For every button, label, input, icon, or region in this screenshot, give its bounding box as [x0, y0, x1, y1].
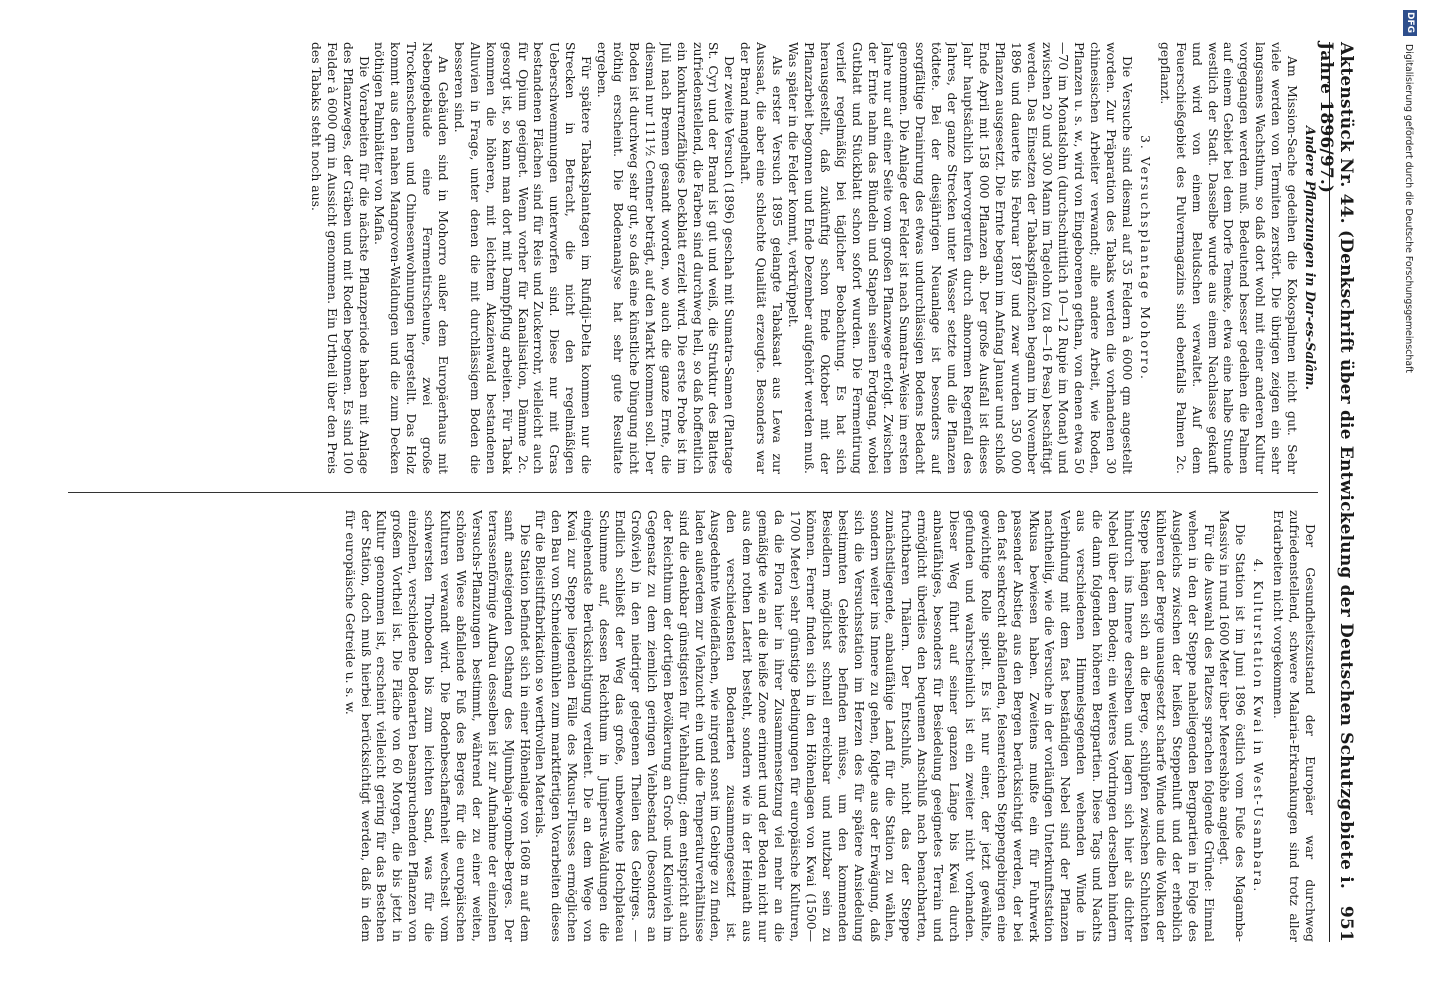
document-page — [42, 42, 1362, 942]
digitization-credit — [1402, 10, 1418, 1000]
paragraph: Für die Auswahl des Platzes sprachen folgende Gründe: Einmal wehen in den der Steppe naheliegenden Bergpartien in Folge des Ausgleichs zwischen der heißen Steppenluft und der erheblich kühleren der Berge unausgesetzt scharfe Winde und die Wolken der Steppe hängen sich an die Berge, schlüpfen zwischen Schluchten hindurch ins Innere derselben und lagern sich hier als dichter Nebel über dem Boden; ein weiteres Vordringen derselben hindern die dann folgenden höheren Bergpartien. Diese Tags und Nachts aus verschiedenen Himmelsgegenden wehenden Winde in Verbindung mit dem fast beständigen Nebel sind der Pflanzen nachtheilig, wie die Versuche in der vorläufigen Unterkunftsstation Mkusa bewiesen haben. Zweitens mußte ein für Fuhrwerk passender Abstieg aus den Bergen berücksichtigt werden, der bei den fast senkrecht abfallenden, felsenreichen Steppengebirgen eine gewichtige Rolle spielt. Es ist nur einer, der jetzt gewählte, gefunden und wahrscheinlich ist ein zweiter nicht vorhanden. Dieser Weg führt auf seiner ganzen Länge bis Kwai durch anbaufähiges, besonders für Besiedelung geeignetes Terrain und ermöglicht überdies den bequemen Anschluß nach benachbarten, fruchtbaren Thälern. Der Entschluß, nicht das der Steppe zunächstliegende, anbaufähige Land für die Station zu wählen, sondern weiter ins Innere zu gehen, folgte aus der Erwägung, daß sich die Versuchsstation im Herzen des für spätere Ansiedelung bestimmten Gebietes befinden müsse, um den kommenden Besiedlern möglichst schnell erreichbar und nutzbar sein zu können. Ferner finden sich in den Höhenlagen von Kwai (1500—1700 Meter) sehr günstige Bedingungen für europäische Kulturen, da die Flora hier in ihrer Zusammensetzung viel mehr an die gemäßigte wie an die heiße Zone erinnert und der Boden nicht nur aus dem rothen Laterit besteht, sondern wie in der Heimath aus den verschiedensten Bodenarten zusammengesetzt ist. Ausgedehnte Weideflächen, wie nirgend sonst im Gebirge zu finden, laden außerdem zur Viehzucht ein und die Temperaturverhältnisse sind die denkbar günstigsten für Viehhaltung; dem entspricht auch der Reichthum der dortigen Bevölkerung an Groß- und Kleinvieh im Gegensatz zu dem ziemlich geringen Viehbestand (besonders an Großvieh) in den niedriger gelegenen Theilen des Gebirges. — Endlich schließt der Weg das große, unbewohnte Hochplateau Schumme auf, dessen Reichthum in Juniperus-Waldungen die eingehendste Berücksichtigung verdient. Die an dem Wege von Kwai zur Steppe liegenden Fälle des Mkusu-Flusses ermöglichen den Bau von Schneidemühlen zum marktfertigen Vorarbeiten dieses für die Bleistiftfabrikation so werthvollen Materials. — [533, 510, 1217, 942]
paragraph: Die Station befindet sich in einer Höhenlage von 1608 m auf dem sanft ansteigenden Osthang des Mjumbaja-ngombe-Berges. Der terrassenförmige Aufbau desselben ist zur Aufnahme der einzelnen Versuchs-Pflanzungen bestimmt, während der zu einer weiten, schönen Wiese abfallende Fuß des Berges für die europäischen Kulturen verwandt wird. Die Bodenbeschaffenheit wechselt vom schwersten Thonboden bis zum leichten Sand, was für die einzelnen, verschiedene Bodenarten beanspruchenden Pflanzen von großem Vortheil ist. Die Fläche von 60 Morgen, die bis jetzt in Kultur genommen ist, erscheint vielleicht gering für das Bestehen der Station, doch muß hierbei berücksichtigt werden, daß in dem für europäische Getreide u. s. w. — [342, 510, 533, 942]
section-title: 4. Kulturstation Kwai in West-Usambara. — [1251, 558, 1267, 894]
left-column — [58, 42, 1318, 474]
paragraph: Die Station ist im Juni 1896 östlich vom Fuße des Magamba-Massivs in rund 1600 Meter über Meereshöhe angelegt. — [1217, 510, 1249, 942]
paragraph: Der zweite Versuch (1896) geschah mit Sumatra-Samen (Plantage St. Cyr) und der Brand ist gut und weiß, die Struktur des Blattes zufriedenstellend, die Farben sind durchweg hell, so daß hoffentlich ein konkurrenzfähiges Deckblatt erzielt wird. Die erste Probe ist im Juli nach Bremen gesandt worden, wo auch die ganze Ernte, die diesmal nur 111½ Centner beträgt, auf den Markt kommen soll. Der Boden ist durchweg sehr gut, so daß eine künstliche Düngung nicht nöthig erscheint. Die Bodenanalyse hat sehr gute Resultate ergeben. — [595, 42, 738, 474]
paragraph: Als erster Versuch 1895 gelangte Tabaksaat aus Lewa zur Aussaat, die aber eine schlechte Qualität erzeugte. Besonders war der Brand mangelhaft. — [738, 42, 786, 474]
header-rule — [1329, 42, 1330, 942]
paragraph: Für spätere Tabaksplantagen im Rufidji-Delta kommen nur die Strecken in Betracht, die nicht den regelmäßigen Ueberschwemmungen unterworfen sind. Diese nur mit Gras bestandenen Flächen sind für Reis und Zuckerrohr, vielleicht auch für Opium geeignet. Wenn vorher für Kanalisation, Dämme 2c. gesorgt ist, so kann man dort mit Dampfpflug arbeiten. Für Tabak kommen die höheren, mit leichtem Akazienwald bestandenen Alluvien in Frage, unter denen die mit durchlässigem Boden die besseren sind. — [451, 42, 595, 474]
column-divider — [68, 492, 1318, 493]
paragraph: Die Vorarbeiten für die nächste Pflanzperiode haben mit Anlage des Pflanzweges, der Gräben und mit Roden begonnen. Es sind 100 Felder à 6000 qm in Aussicht genommen. Ein Urtheil über den Preis des Tabaks steht noch aus. — [308, 42, 372, 474]
paragraph: An Gebäuden sind in Mohorro außer dem Europäerhaus mit Nebengebäude eine Fermentirscheune, zwei große Trockenscheunen und Chinesenwohnungen hergestellt. Das Holz kommt aus den nahen Mangroven-Waldungen und die zum Decken nöthigen Palmblätter von Mafia. — [372, 42, 452, 474]
section-title: 3. Versuchsplantage Mohorro. — [1137, 135, 1153, 381]
dfg-logo: DFG — [1403, 10, 1417, 36]
running-title: Aktenstück Nr. 44. (Denkschrift über die Entwickelung der Deutschen Schutzgebiete i. Jahre 1896/97.) — [1316, 42, 1356, 890]
paragraph: Die Versuche sind diesmal auf 35 Feldern à 6000 qm angestellt worden. Zur Präparation des Tabaks werden die vorhandenen 30 chinesischen Arbeiter verwandt; alle andere Arbeit, wie Roden, Pflanzen u. s. w., wird von Eingeborenen gethan, von denen etwa 50—70 im Monatslohn (durchschnittlich 10—12 Rupie im Monat) und zwischen 20 und 300 Mann im Tagelohn (zu 8—16 Pesa) beschäftigt werden. Das Einsetzen der Tabakspflänzchen begann im November 1896 und dauerte bis Februar 1897 und zwar wurden 350 000 Pflanzen ausgesetzt. Die Ernte begann im Anfang Januar und schloß Ende April mit 158 000 Pflanzen ab. Der große Ausfall ist dieses Jahr hauptsächlich hervorgerufen durch abnormen Regenfall des Jahres, der ganze Strecken unter Wasser setzte und die Pflanzen tödtete. Bei der diesjährigen Neuanlage ist besonders auf sorgfältige Drainirung des etwas undurchlässigen Bodens Bedacht genommen. Die Anlage der Felder ist nach Sumatra-Weise im ersten Jahre nur auf einer Seite vom großen Pflanzwege erfolgt. Zwischen der Ernte nahm das Bündeln und Stapeln seinen Fortgang, wobei Gutblatt und Stückblatt schon sofort wurden. Die Fermentirung verlief regelmäßig bei täglicher Beobachtung. Es hat sich herausgestellt, daß zukünftig schon Ende Oktober mit der Pflanzarbeit begonnen und Ende Dezember aufgehört werden muß. Was später in die Felder kommt, verkrüppelt. — [786, 42, 1136, 474]
right-column — [58, 510, 1318, 942]
page-header — [1316, 42, 1362, 942]
paragraph: Der Gesundheitszustand der Europäer war durchweg zufriedenstellend, schwere Malaria-Erkrankungen sind trotz aller Erdarbeiten nicht vorgekommen. — [1271, 510, 1318, 942]
section-heading: Andere Pflanzungen in Dar-es-Salâm. — [1303, 125, 1318, 391]
page-number: 951 — [1336, 905, 1356, 942]
credit-text: Digitalisierung gefördert durch die Deutsche Forschungsgemeinschaft — [1403, 44, 1414, 373]
paragraph: Am Mission-Sache gedeihen die Kokospalmen nicht gut. Sehr viele werden von Termiten zerstört. Die übrigen zeigen ein sehr langsames Wachsthum, so daß dort wohl mit einer anderen Kultur vorgegangen werden muß. Bedeutend besser gedeihen die Palmen auf einem Gebiet bei dem Dorfe Temeke, etwa eine halbe Stunde westlich der Stadt. Dasselbe wurde aus einem Nachlasse gekauft und wird von einem Beludschen verwaltet. Auf dem Feuerschießgebiet des Pulvermagazins sind ebenfalls Palmen 2c. gepflanzt. — [1157, 42, 1301, 474]
